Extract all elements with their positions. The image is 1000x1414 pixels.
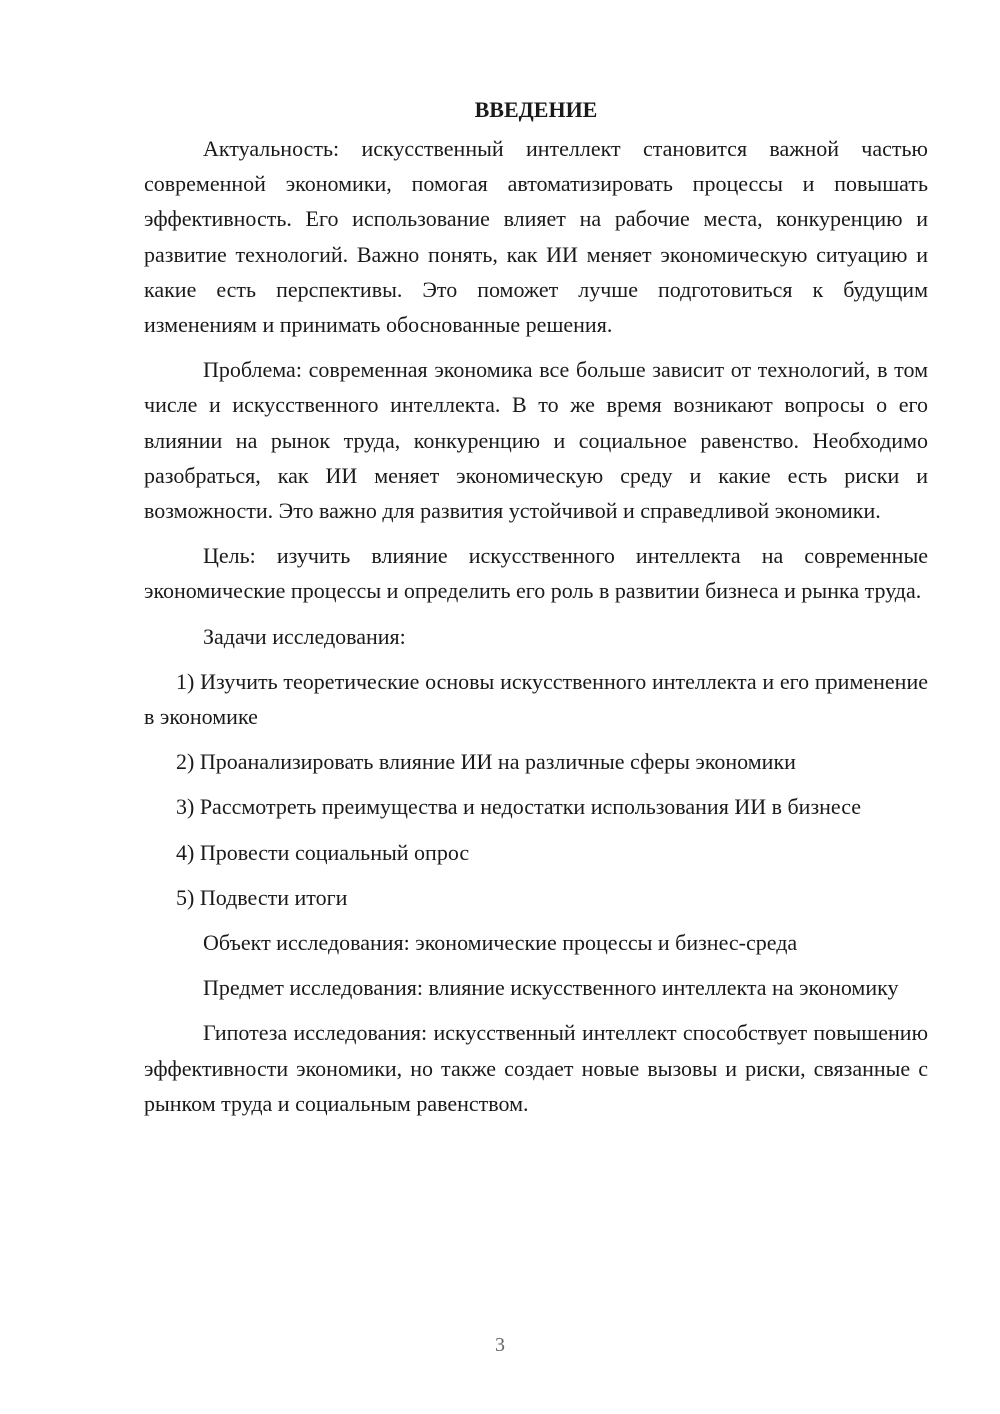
section-title: ВВЕДЕНИЕ: [474, 97, 598, 122]
paragraph-hypothesis: Гипотеза исследования: искусственный интеллект способствует повышению эффективности экономики, но также создает новые вызовы и риски, связанные с рынком труда и социальным равенством.: [144, 1020, 928, 1116]
task-item-4: 4) Провести социальный опрос: [176, 839, 470, 865]
page-number: 3: [495, 1334, 505, 1356]
paragraph-subject: Предмет исследования: влияние искусственного интеллекта на экономику: [203, 975, 899, 1001]
task-item-5: 5) Подвести итоги: [176, 884, 348, 910]
task-item-3: 3) Рассмотреть преимущества и недостатки использования ИИ в бизнесе: [176, 794, 862, 820]
document-page: [144, 92, 928, 1131]
paragraph-problem: Проблема: современная экономика все больше зависит от технологий, в том числе и искусственного интеллекта. В то же время возникают вопросы о его влиянии на рынок труда, конкуренцию и социальное равенство. Необходимо разобраться, как ИИ меняет экономическую среду и какие есть риски и возможности. Это важно для развития устойчивой и справедливой экономики.: [144, 357, 928, 524]
task-item-2: 2) Проанализировать влияние ИИ на различные сферы экономики: [176, 749, 796, 775]
task-item-1: 1) Изучить теоретические основы искусственного интеллекта и его применение в экономике: [144, 668, 928, 730]
tasks-heading: Задачи исследования:: [203, 623, 406, 649]
paragraph-relevance: Актуальность: искусственный интеллект становится важной частью современной экономики, помогая автоматизировать процессы и повышать эффективность. Его использование влияет на рабочие места, конкуренцию и развитие технологий. Важно понять, как ИИ меняет экономическую ситуацию и какие есть перспективы. Это поможет лучше подготовиться к будущим изменениям и принимать обоснованные решения.: [144, 136, 928, 338]
paragraph-goal: Цель: изучить влияние искусственного интеллекта на современные экономические процессы и определить его роль в развитии бизнеса и рынка труда.: [144, 543, 928, 604]
paragraph-object: Объект исследования: экономические процессы и бизнес-среда: [203, 930, 798, 956]
